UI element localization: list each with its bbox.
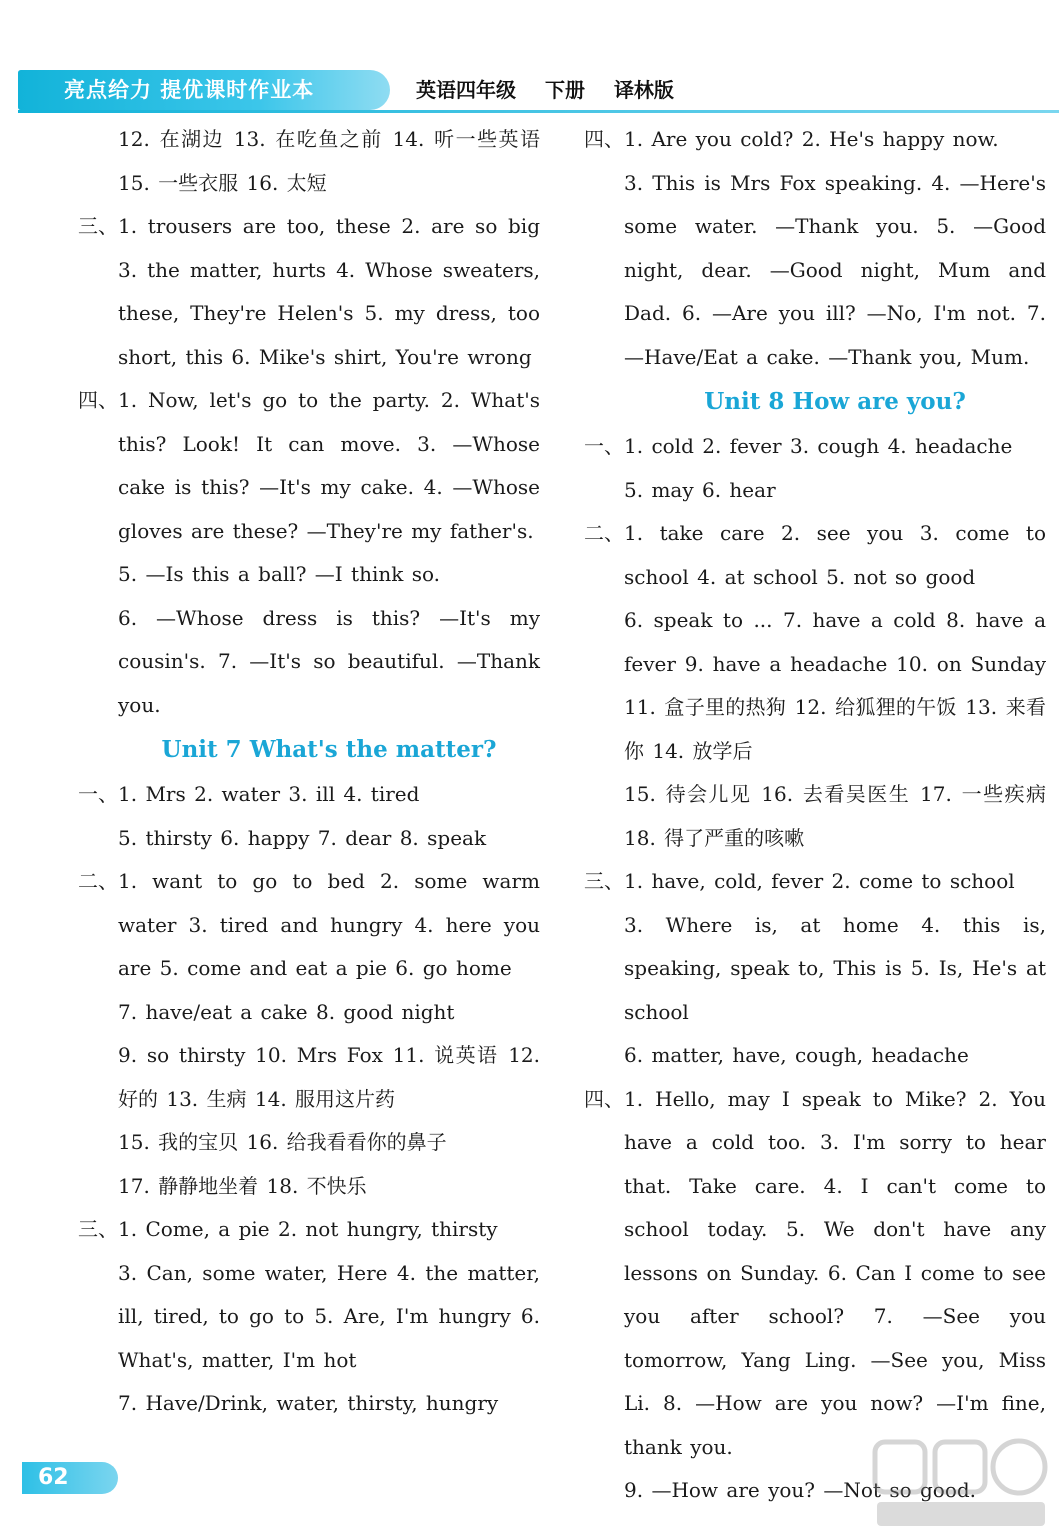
answer-text: 12. 在湖边 13. 在吃鱼之前 14. 听一些英语 15. 一些衣服 16. 太短 (118, 127, 540, 195)
answer-section (584, 425, 1046, 469)
answer-text: 15. 我的宝贝 16. 给我看看你的鼻子 (118, 1130, 447, 1154)
section-number: 三、 (78, 214, 118, 238)
header-rule (18, 110, 1059, 113)
answer-section (78, 597, 540, 728)
answer-section (584, 599, 1046, 773)
section-number: 三、 (78, 1217, 118, 1241)
answer-text: 3. Where is, at home 4. this is, speaking, speak to, This is 5. Is, He's at school (624, 912, 1046, 1024)
section-number: 一、 (584, 434, 624, 458)
answer-section (584, 469, 1046, 513)
series-title: 亮点给力 提优课时作业本 (18, 70, 390, 110)
answer-text: 1. take care 2. see you 3. come to school 4. at school 5. not so good (624, 521, 1046, 589)
answer-text: 15. 待会儿见 16. 去看吴医生 17. 一些疾病 18. 得了严重的咳嗽 (624, 782, 1046, 850)
answer-text: 5. thirsty 6. happy 7. dear 8. speak (118, 825, 487, 850)
answer-section (78, 1382, 540, 1426)
answer-text: 1. Hello, may I speak to Mike? 2. You have a cold too. 3. I'm sorry to hear that. Take care. 4. I can't come to school today. 5. We don't have any lessons on Sunday. 6. Can I come to see you after school? 7. —See you tomorrow, Yang Ling. —See you, Miss Li. 8. —How are you now? —I'm fine, thank you. (624, 1086, 1046, 1459)
section-number: 二、 (584, 521, 624, 545)
answer-text: 1. Come, a pie 2. not hungry, thirsty (118, 1217, 498, 1241)
page-header (0, 70, 1059, 110)
answer-section (78, 1252, 540, 1383)
unit-heading: Unit 8 How are you? (704, 388, 966, 415)
answer-text: 6. matter, have, cough, headache (624, 1043, 969, 1067)
edition-label: 译林版 (613, 78, 674, 102)
left-column (78, 118, 540, 1426)
answer-section (584, 118, 1046, 162)
section-number: 四、 (584, 127, 624, 151)
right-column (584, 118, 1046, 1513)
answer-text: 6. speak to ... 7. have a cold 8. have a fever 9. have a headache 10. on Sunday 11. 盒子里的热狗 12. 给狐狸的午饭 13. 来看你 14. 放学后 (624, 608, 1046, 763)
watermark-logo-icon (871, 1436, 1051, 1530)
answer-section (78, 118, 540, 205)
answer-text: 6. —Whose dress is this? —It's my cousin's. 7. —It's so beautiful. —Thank you. (118, 605, 540, 717)
answer-section (78, 991, 540, 1035)
answer-section (78, 1165, 540, 1209)
answer-section (584, 1034, 1046, 1078)
answer-text: 1. cold 2. fever 3. cough 4. headache (624, 434, 1013, 458)
unit-heading: Unit 7 What's the matter? (161, 736, 497, 763)
answer-section (584, 512, 1046, 599)
answer-section (78, 773, 540, 817)
page-number: 62 (22, 1462, 118, 1494)
answer-section (78, 860, 540, 991)
section-number: 四、 (584, 1086, 624, 1111)
answer-text: 1. Mrs 2. water 3. ill 4. tired (118, 782, 420, 806)
answer-text: 1. trousers are too, these 2. are so big 3. the matter, hurts 4. Whose sweaters, these, They're Helen's 5. my dress, too short, this 6. Mike's shirt, You're wrong (118, 214, 540, 369)
answer-text: 5. may 6. hear (624, 477, 776, 502)
answer-section (78, 1121, 540, 1165)
book-meta (416, 70, 696, 110)
volume-label: 下册 (544, 78, 585, 102)
answer-section (584, 773, 1046, 860)
answer-text: 9. so thirsty 10. Mrs Fox 11. 说英语 12. 好的 13. 生病 14. 服用这片药 (118, 1043, 540, 1111)
answer-text: 1. have, cold, fever 2. come to school (624, 869, 1015, 893)
answer-text: 1. Are you cold? 2. He's happy now. (624, 127, 999, 151)
answer-section (78, 379, 540, 553)
answer-section (78, 817, 540, 861)
answer-text: 7. have/eat a cake 8. good night (118, 999, 455, 1024)
answer-section (78, 205, 540, 379)
answer-text: 9. —How are you? —Not so good. (624, 1478, 977, 1502)
answer-text: 1. want to go to bed 2. some warm water 3. tired and hungry 4. here you are 5. come and eat a pie 6. go home (118, 869, 540, 980)
answer-section (584, 1078, 1046, 1470)
section-number: 四、 (78, 388, 118, 412)
answer-section (584, 860, 1046, 904)
answer-section (78, 1208, 540, 1252)
section-number: 二、 (78, 869, 118, 893)
section-number: 一、 (78, 782, 118, 806)
answer-text: 7. Have/Drink, water, thirsty, hungry (118, 1391, 499, 1415)
answer-text: 3. Can, some water, Here 4. the matter, ill, tired, to go to 5. Are, I'm hungry 6. What's, matter, I'm hot (118, 1260, 540, 1372)
answer-section (584, 162, 1046, 380)
answer-section (584, 904, 1046, 1035)
answer-text: 3. This is Mrs Fox speaking. 4. —Here's some water. —Thank you. 5. —Good night, dear. —Good night, Mum and Dad. 6. —Are you ill? —No, I'm not. 7. —Have/Eat a cake. —Thank you, Mum. (624, 170, 1046, 369)
answer-text: 5. —Is this a ball? —I think so. (118, 562, 441, 586)
subject-label: 英语四年级 (416, 78, 516, 102)
section-number: 三、 (584, 869, 624, 893)
answer-section (78, 553, 540, 597)
answer-text: 17. 静静地坐着 18. 不快乐 (118, 1173, 367, 1198)
answer-section (78, 1034, 540, 1121)
answer-text: 1. Now, let's go to the party. 2. What's this? Look! It can move. 3. —Whose cake is this? —It's my cake. 4. —Whose gloves are these? —They're my father's. (118, 388, 540, 543)
